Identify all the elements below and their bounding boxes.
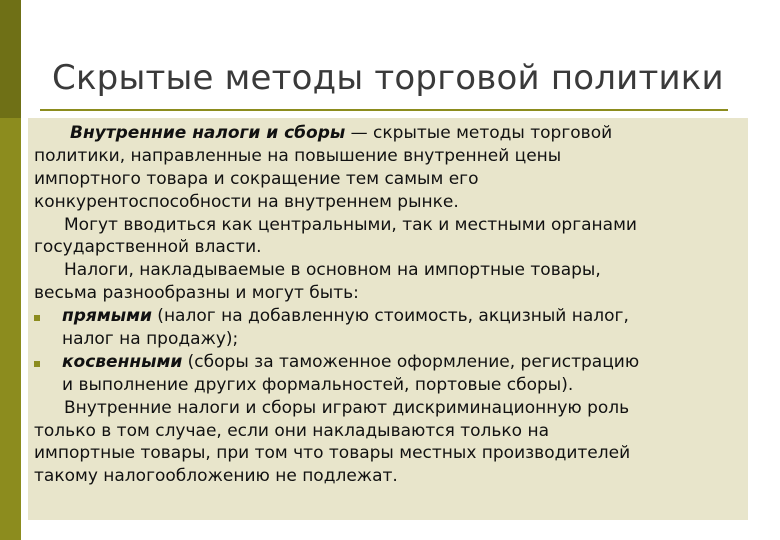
bullet-2-text: (сборы за таможенное оформление, регистрацию (182, 351, 640, 372)
square-bullet-icon (34, 361, 40, 367)
left-accent-bar (0, 0, 21, 540)
bullet-1-continuation: налог на продажу); (62, 329, 239, 350)
bullet-1-text: (налог на добавленную стоимость, акцизный налог, (151, 306, 629, 327)
paragraph-4-line-3: импортные товары, при том что товары местных производителей (34, 443, 631, 464)
paragraph-1-line-3: импортного товара и сокращение тем самым его (34, 168, 479, 189)
paragraph-4-line-4: такому налогообложению не подлежат. (34, 466, 398, 487)
bullet-item-indirect (34, 351, 746, 374)
left-accent-bar-top (0, 0, 21, 118)
term-direct: прямыми (62, 306, 152, 327)
paragraph-1-line-4: конкурентоспособности на внутреннем рынке. (34, 191, 459, 212)
paragraph-3-line-2: весьма разнообразны и могут быть: (34, 283, 359, 304)
paragraph-1-text: — скрытые методы торговой (345, 123, 613, 143)
slide-body (34, 122, 746, 488)
bullet-item-direct (34, 305, 746, 328)
term-internal-taxes: Внутренние налоги и сборы (70, 123, 346, 143)
paragraph-3-line-1: Налоги, накладываемые в основном на импортные товары, (64, 260, 601, 281)
paragraph-2-line-1: Могут вводиться как центральными, так и местными органами (64, 214, 637, 235)
term-indirect: косвенными (62, 351, 183, 372)
square-bullet-icon (34, 315, 40, 321)
slide-title: Скрытые методы торговой политики (52, 58, 724, 98)
bullet-2-continuation: и выполнение других формальностей, портовые сборы). (62, 374, 574, 395)
paragraph-2-line-2: государственной власти. (34, 237, 262, 258)
paragraph-4-line-1: Внутренние налоги и сборы играют дискриминационную роль (64, 397, 630, 418)
paragraph-1-line-1 (34, 122, 746, 145)
paragraph-1-line-2: политики, направленные на повышение внутренней цены (34, 145, 562, 166)
title-divider (40, 109, 728, 111)
paragraph-4-line-2: только в том случае, если они накладываются только на (34, 420, 549, 441)
